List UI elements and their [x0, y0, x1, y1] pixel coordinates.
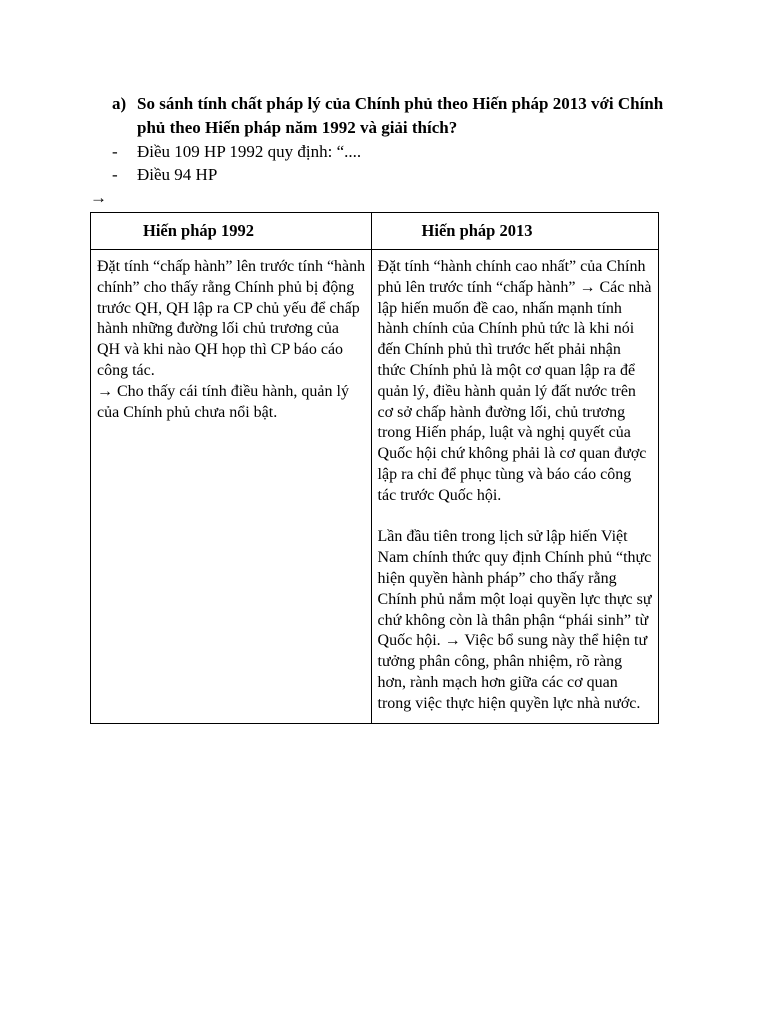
table-header-row	[91, 213, 659, 250]
header-constitution-1992: Hiến pháp 1992	[91, 213, 372, 250]
bullet-item-article-109	[112, 141, 361, 163]
bullet-text: Điều 94 HP	[137, 165, 218, 184]
table-row	[91, 250, 659, 724]
comparison-table	[90, 212, 659, 724]
right-arrow-icon: →	[90, 188, 107, 207]
question-text: So sánh tính chất pháp lý của Chính phủ theo Hiến pháp 2013 với Chính phủ theo Hiến pháp năm 1992 và giải thích?	[137, 94, 664, 137]
bullet-item-article-94	[112, 164, 217, 186]
question-heading	[112, 92, 672, 140]
bullet-dash: -	[112, 165, 118, 184]
bullet-text: Điều 109 HP 1992 quy định: “....	[137, 142, 362, 161]
cell-constitution-2013: Đặt tính “hành chính cao nhất” của Chính phủ lên trước tính “chấp hành” → Các nhà lập hiến muốn đề cao, nhấn mạnh tính hành chính của Chính phủ tức là khi nói đến Chính phủ thì trước hết phải nhận thức Chính phủ là một cơ quan lập ra để quản lý, điều hành quản lý đất nước trên cơ sở chấp hành đường lối, chủ trương trong Hiến pháp, luật và nghị quyết của Quốc hội chứ không phải là cơ quan được lập ra chỉ để phục tùng và báo cáo công tác trước Quốc hội. Lần đầu tiên trong lịch sử lập hiến Việt Nam chính thức quy định Chính phủ “thực hiện quyền hành pháp” cho thấy rằng Chính phủ nắm một loại quyền lực thực sự chứ không còn là thân phận “phái sinh” từ Quốc hội. → Việc bổ sung này thể hiện tư tưởng phân công, phân nhiệm, rõ ràng hơn, rành mạch hơn giữa các cơ quan trong việc thực hiện quyền lực nhà nước.	[371, 250, 658, 724]
bullet-dash: -	[112, 142, 118, 161]
question-marker: a)	[112, 94, 127, 113]
cell-constitution-1992: Đặt tính “chấp hành” lên trước tính “hành chính” cho thấy rằng Chính phủ bị động trước QH, QH lập ra CP chủ yếu để chấp hành những đường lối chủ trương của QH và khi nào QH họp thì CP báo cáo công tác. → Cho thấy cái tính điều hành, quản lý của Chính phủ chưa nổi bật.	[91, 250, 372, 724]
header-constitution-2013: Hiến pháp 2013	[371, 213, 658, 250]
